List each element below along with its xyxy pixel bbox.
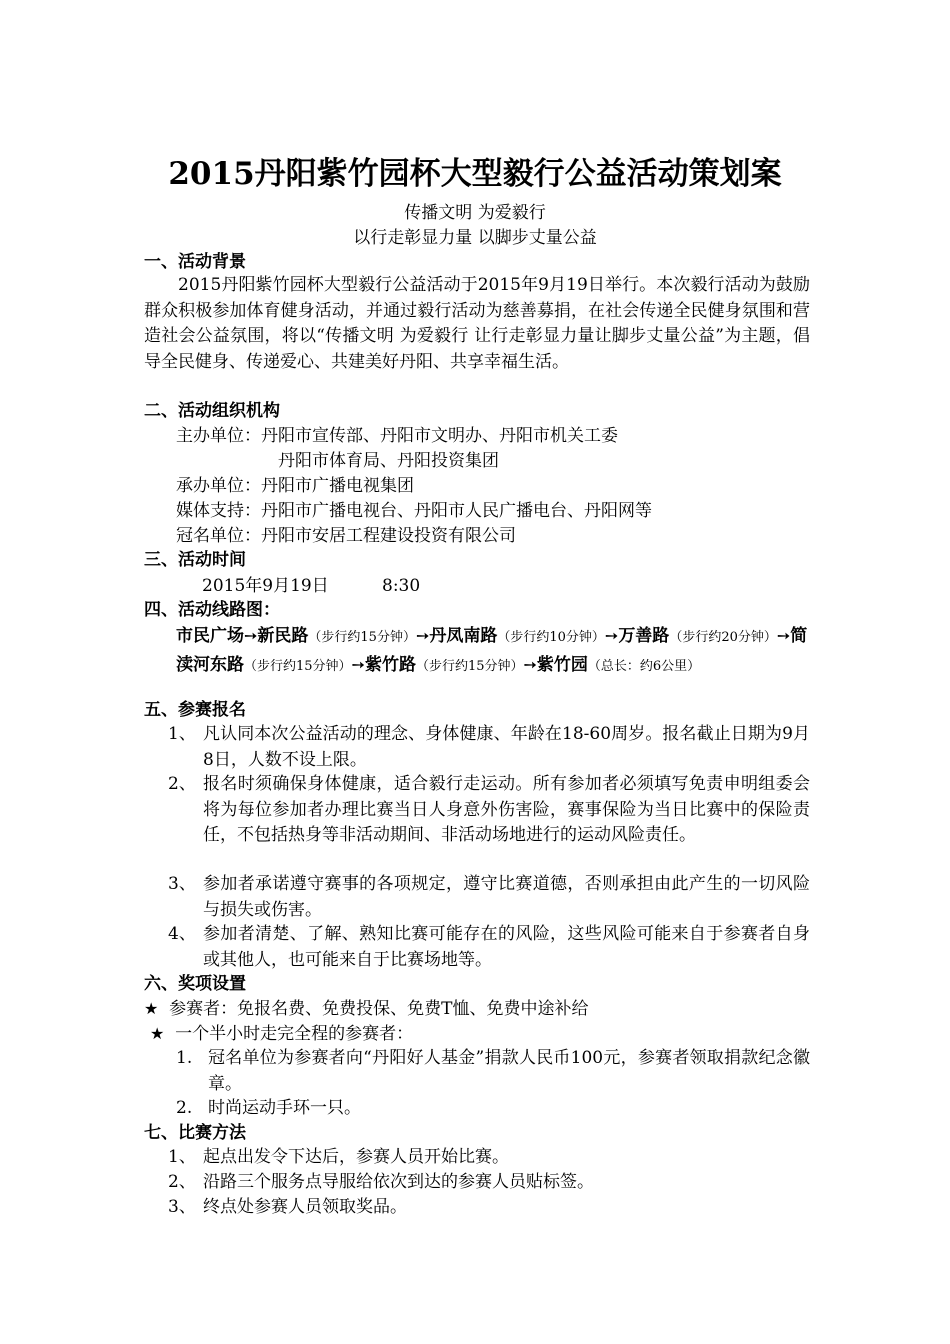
arrow-icon: ➙ [604, 626, 619, 645]
route-duration: （步行约20分钟） [669, 630, 777, 645]
list-text: 凡认同本次公益活动的理念、身体健康、年龄在18-60周岁。报名截止日期为9月8日，人数不设上限。 [203, 724, 810, 770]
route-map-text [176, 622, 810, 680]
section-heading-background: 一、活动背景 [144, 252, 246, 272]
star-icon: ★ [144, 999, 159, 1018]
subtitle-slogan-2: 以行走彰显力量 以脚步丈量公益 [353, 228, 597, 248]
list-number: 2. [176, 1098, 193, 1118]
list-text: 冠名单位为参赛者向“丹阳好人基金”捐款人民币100元，参赛者领取捐款纪念徽章。 [208, 1048, 810, 1094]
route-stop: 丹凤南路 [429, 626, 498, 646]
route-stop: 万善路 [618, 626, 670, 646]
arrow-icon: ➙ [415, 626, 430, 645]
award-fast-finishers-text: 一个半小时走完全程的参赛者： [175, 1024, 414, 1044]
list-number: 1. [176, 1048, 193, 1068]
arrow-icon: ➙ [523, 655, 537, 674]
list-number: 2、 [168, 1172, 196, 1192]
list-number: 3、 [168, 874, 196, 894]
section-heading-route: 四、活动线路图： [144, 600, 280, 620]
list-text: 报名时须确保身体健康，适合毅行走运动。所有参加者必须填写免责申明组委会将为每位参加者办理比赛当日人身意外伤害险，赛事保险为当日比赛中的保险责任，不包括热身等非活动期间、非活动场地进行的运动风险责任。 [203, 774, 810, 845]
event-date: 2015年9月19日 [202, 576, 329, 596]
host-units: 主办单位：丹阳市宣传部、丹阳市文明办、丹阳市机关工委 [176, 426, 618, 446]
arrow-icon: ➙ [776, 626, 791, 645]
route-stop: 简渎河东路 [176, 626, 808, 675]
list-text: 参加者承诺遵守赛事的各项规定，遵守比赛道德，否则承担由此产生的一切风险与损失或伤害。 [203, 874, 810, 920]
organizer-unit: 承办单位：丹阳市广播电视集团 [176, 476, 414, 496]
list-text: 终点处参赛人员领取奖品。 [203, 1197, 407, 1217]
route-duration: （步行约15分钟） [308, 630, 416, 645]
background-paragraph: 2015丹阳紫竹园杯大型毅行公益活动于2015年9月19日举行。本次毅行活动为鼓励群众积极参加体育健身活动，并通过毅行活动为慈善募捐，在社会传递全民健身氛围和营造社会公益氛围，将以“传播文明 为爱毅行 让行走彰显力量让脚步丈量公益”为主题，倡导全民健身、传递爱心、共建美好丹阳、共享幸福生活。 [144, 275, 810, 372]
section-heading-time: 三、活动时间 [144, 550, 246, 570]
route-stop: 新民路 [257, 626, 309, 646]
star-icon: ★ [150, 1024, 165, 1043]
host-units-continued: 丹阳市体育局、丹阳投资集团 [278, 451, 499, 471]
subtitle-slogan-1: 传播文明 为爱毅行 [404, 203, 546, 223]
media-support: 媒体支持：丹阳市广播电视台、丹阳市人民广播电台、丹阳网等 [176, 501, 652, 521]
section-heading-organization: 二、活动组织机构 [144, 401, 280, 421]
list-number: 1、 [168, 1147, 196, 1167]
list-text: 参加者清楚、了解、熟知比赛可能存在的风险，这些风险可能来自于参赛者自身或其他人，也可能来自于比赛场地等。 [203, 924, 810, 970]
title-sponsor: 冠名单位：丹阳市安居工程建设投资有限公司 [176, 526, 516, 546]
section-heading-competition-method: 七、比赛方法 [144, 1123, 246, 1143]
list-number: 1、 [168, 724, 196, 744]
list-number: 3、 [168, 1197, 196, 1217]
list-number: 2、 [168, 774, 196, 794]
route-stop: 市民广场 [176, 626, 244, 646]
route-total-length: （总长：约6公里） [587, 659, 701, 674]
list-text: 起点出发令下达后，参赛人员开始比赛。 [203, 1147, 509, 1167]
award-fast-finishers [150, 1022, 413, 1046]
list-text: 沿路三个服务点导服给依次到达的参赛人员贴标签。 [203, 1172, 594, 1192]
list-text: 时尚运动手环一只。 [208, 1098, 361, 1118]
route-stop: 紫竹路 [364, 655, 416, 675]
section-heading-registration: 五、参赛报名 [144, 700, 246, 720]
route-duration: （步行约15分钟） [415, 659, 524, 674]
section-heading-awards: 六、奖项设置 [144, 974, 246, 994]
arrow-icon: ➙ [244, 626, 258, 645]
page-title: 2015丹阳紫竹园杯大型毅行公益活动策划案 [168, 156, 782, 192]
award-participants [144, 997, 589, 1021]
route-stop: 紫竹园 [536, 655, 588, 675]
event-time: 8:30 [382, 576, 421, 596]
route-duration: （步行约15分钟） [244, 659, 352, 674]
list-number: 4、 [168, 924, 196, 944]
arrow-icon: ➙ [351, 655, 365, 674]
route-duration: （步行约10分钟） [497, 630, 605, 645]
award-participants-text: 参赛者：免报名费、免费投保、免费T恤、免费中途补给 [169, 999, 589, 1019]
